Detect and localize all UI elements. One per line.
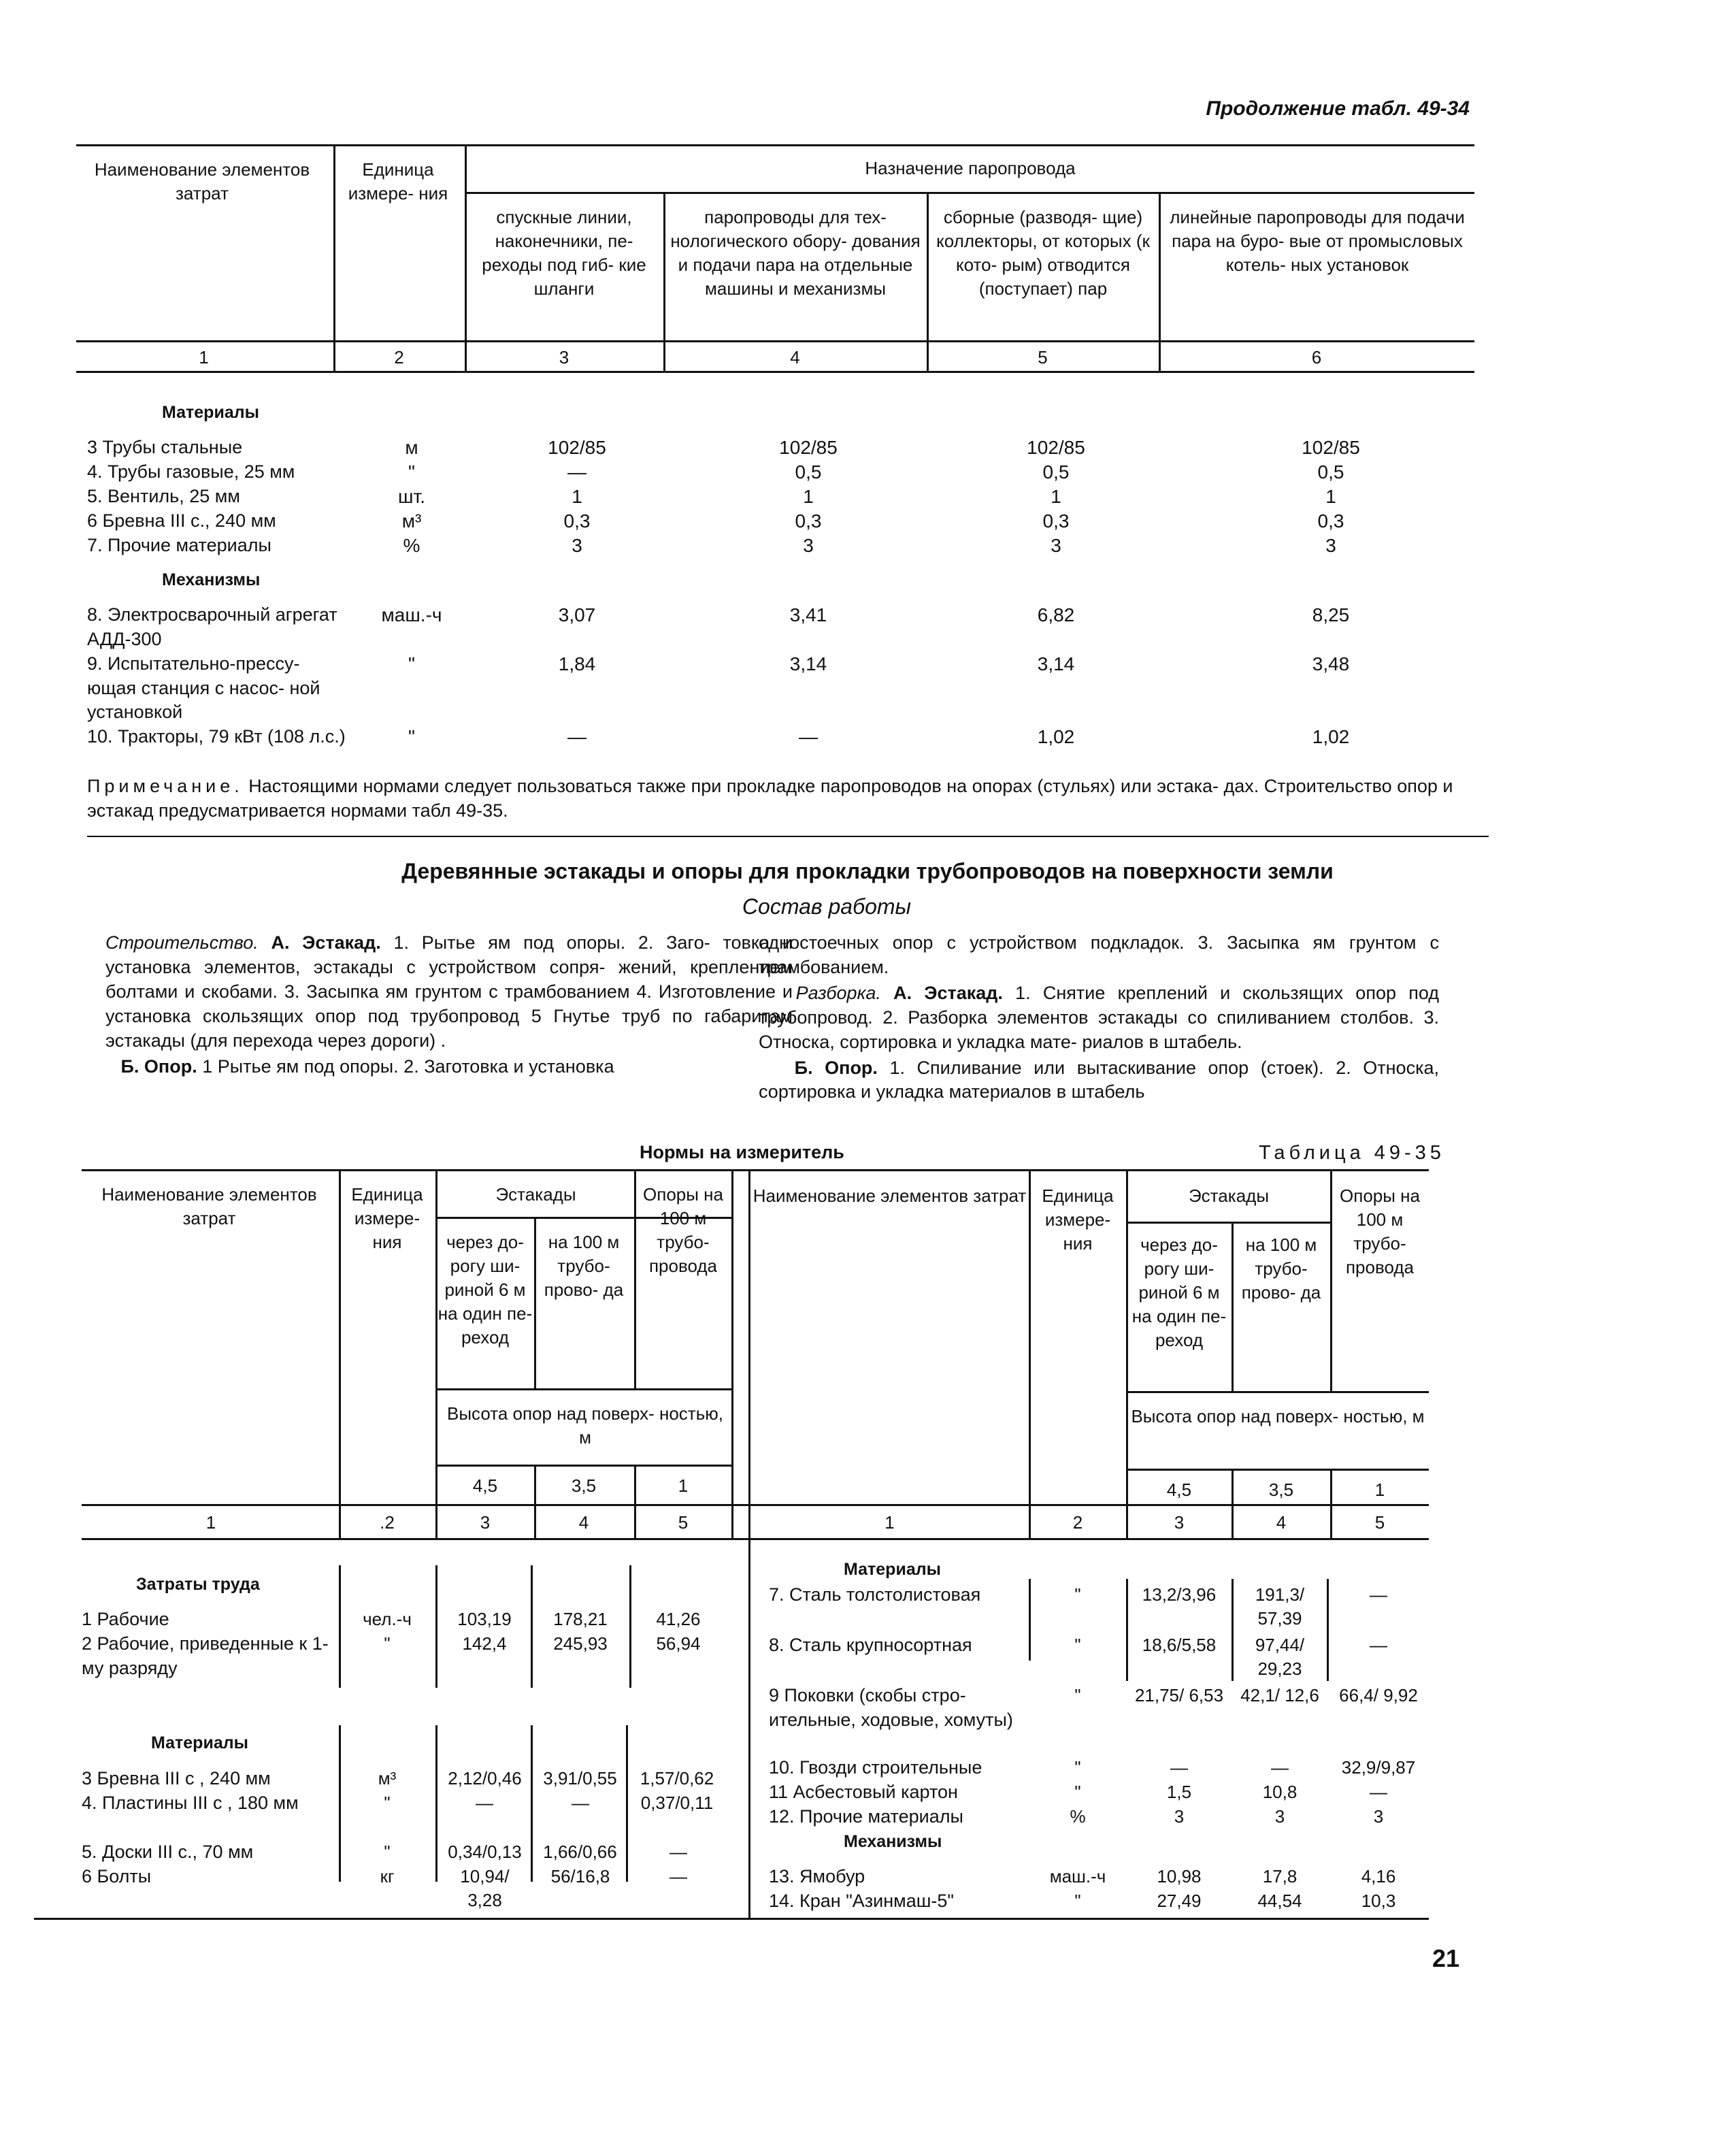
cell: 3,07 — [558, 604, 596, 625]
height-value: 1 — [1374, 1480, 1385, 1500]
cell: — — [670, 1866, 687, 1886]
cell: 1,66/0,66 — [543, 1842, 617, 1862]
cell: 102/85 — [779, 437, 838, 458]
paragraph: одностоечных опор с устройством подкладок. 3. Засыпка ям грунтом с трамбованием. — [759, 932, 1439, 977]
work-left-column — [105, 931, 793, 1080]
height-value: 4,5 — [1166, 1480, 1192, 1500]
row-unit: % — [1070, 1806, 1086, 1827]
col-number: 5 — [678, 1512, 689, 1533]
lead-estakad: А. Эстакад. — [258, 932, 381, 953]
cell: — — [1370, 1584, 1387, 1605]
cell: 3 — [572, 535, 582, 556]
cell: — — [1370, 1782, 1387, 1802]
row-unit: " — [1074, 1757, 1081, 1778]
header-height: Высота опор над поверх- ностью, м — [1131, 1406, 1425, 1426]
header-col4: на 100 м трубо- прово- да — [544, 1232, 624, 1301]
col-number: .2 — [380, 1512, 395, 1533]
cell: 56,94 — [656, 1633, 701, 1654]
cell: 42,1/ 12,6 — [1240, 1685, 1319, 1705]
cell: 10,98 — [1157, 1866, 1202, 1886]
lead-construction: Строительство. — [105, 932, 259, 953]
header-estakady: Эстакады — [1188, 1186, 1270, 1206]
cell: 178,21 — [553, 1609, 608, 1629]
col-number: 3 — [480, 1512, 491, 1533]
row-unit: м — [405, 437, 418, 458]
section-materials: Материалы — [151, 1733, 248, 1752]
cell: 3,48 — [1312, 653, 1350, 674]
cell: — — [1170, 1757, 1188, 1778]
cell: 0,3 — [1042, 510, 1070, 532]
header-col4: паропроводы для тех- нологического обору- дования и подачи пара на отдельные машины и механизмы — [670, 207, 921, 299]
cell: 102/85 — [548, 437, 606, 458]
cell: — — [572, 1793, 589, 1813]
cell: 142,4 — [462, 1633, 507, 1654]
cell: 191,3/ 57,39 — [1255, 1584, 1305, 1629]
row-unit: чел.-ч — [363, 1609, 412, 1629]
row-label: 12. Прочие материалы — [769, 1806, 963, 1827]
cell: 3 — [1325, 535, 1336, 556]
header-col3: через до- рогу ши- риной 6 м на один пе- реход — [437, 1232, 533, 1348]
col-number: 4 — [578, 1512, 589, 1533]
lead-estakad: А. Эстакад. — [880, 982, 1003, 1003]
row-label: 10. Гвозди строительные — [769, 1757, 982, 1778]
paragraph: 1. Спиливание или вытаскивание опор (стоек). 2. Относка, сортировка и укладка материалов в штабель — [759, 1057, 1439, 1102]
section-mechanisms: Механизмы — [844, 1832, 942, 1851]
cell: 1 — [1325, 486, 1336, 507]
row-unit: " — [384, 1793, 391, 1813]
row-label: 7. Прочие материалы — [87, 535, 271, 555]
cell: 3,14 — [789, 653, 827, 674]
table-note — [87, 774, 1489, 823]
row-unit: " — [384, 1633, 391, 1654]
cell: 6,82 — [1037, 604, 1075, 625]
row-label: 8. Электросварочный агрегат АДД-300 — [87, 604, 337, 649]
header-col6: линейные паропроводы для подачи пара на буро- вые от промысловых котель- ных установок — [1170, 207, 1465, 276]
cell: 18,6/5,58 — [1142, 1635, 1217, 1655]
row-label: 7. Сталь толстолистовая — [769, 1584, 981, 1605]
cell: 3,91/0,55 — [543, 1768, 617, 1788]
row-label: 3 Бревна III с , 240 мм — [82, 1768, 271, 1788]
paragraph: 1 Рытье ям под опоры. 2. Заготовка и установка — [197, 1056, 614, 1077]
header-height: Высота опор над поверх- ностью, м — [447, 1403, 723, 1448]
cell: 32,9/9,87 — [1341, 1757, 1416, 1778]
header-col3: через до- рогу ши- риной 6 м на один пе- реход — [1131, 1235, 1227, 1351]
cell: 41,26 — [656, 1609, 701, 1629]
row-unit: " — [1074, 1635, 1081, 1655]
row-unit: " — [1074, 1891, 1081, 1911]
cell: 2,12/0,46 — [448, 1768, 522, 1788]
height-value: 3,5 — [571, 1475, 597, 1496]
header-unit: Единица измере- ния — [351, 1184, 423, 1253]
row-label: 9 Поковки (скобы стро- ительные, ходовые, хомуты) — [769, 1685, 1013, 1730]
row-label: 4. Пластины III с , 180 мм — [82, 1793, 299, 1813]
header-opory: Опоры на 100 м трубо- провода — [643, 1184, 723, 1277]
header-col5: сборные (разводя- щие) коллекторы, от которых (к кото- рым) отводится (поступает) пар — [936, 207, 1150, 299]
header-opory: Опоры на 100 м трубо- провода — [1340, 1186, 1420, 1278]
cell: 13,2/3,96 — [1142, 1584, 1217, 1605]
cell: 66,4/ 9,92 — [1339, 1685, 1418, 1705]
cell: 0,34/0,13 — [448, 1842, 522, 1862]
cell: — — [567, 726, 586, 747]
cell: 3 — [1274, 1806, 1285, 1827]
row-label: 4. Трубы газовые, 25 мм — [87, 461, 295, 482]
header-unit: Единица измере- ния — [348, 159, 448, 204]
height-value: 4,5 — [472, 1475, 498, 1496]
cell: 0,3 — [795, 510, 822, 532]
row-unit: % — [403, 535, 420, 556]
lead-opor: Б. Опор. — [794, 1057, 878, 1078]
cell: 4,16 — [1361, 1866, 1396, 1886]
work-right-column — [759, 931, 1439, 1106]
row-label: 1 Рабочие — [82, 1609, 169, 1629]
col-number: 2 — [394, 347, 404, 368]
cell: 0,5 — [1317, 461, 1344, 483]
row-label: 6 Бревна III с., 240 мм — [87, 510, 276, 531]
cell: 10,8 — [1262, 1782, 1298, 1802]
col-number: 1 — [205, 1512, 216, 1533]
row-unit: маш.-ч — [381, 604, 442, 625]
cell: 102/85 — [1027, 437, 1085, 458]
cell: 3 — [1051, 535, 1061, 556]
row-unit: " — [408, 726, 415, 747]
cell: 27,49 — [1157, 1891, 1202, 1911]
row-label: 5. Доски III с., 70 мм — [82, 1842, 254, 1862]
col-number: 4 — [790, 347, 800, 368]
row-label: 8. Сталь крупносортная — [769, 1635, 972, 1655]
header-unit: Единица измере- ния — [1042, 1186, 1114, 1254]
cell: 1 — [803, 486, 814, 507]
row-label: 10. Тракторы, 79 кВт (108 л.с.) — [87, 726, 346, 747]
header-col3: спускные линии, наконечники, пе- реходы под гиб- кие шланги — [482, 207, 646, 299]
header-estakady: Эстакады — [495, 1184, 576, 1205]
row-unit: " — [384, 1842, 391, 1862]
col-number: 5 — [1038, 347, 1048, 368]
row-label: 11 Асбестовый картон — [769, 1782, 958, 1802]
col-number: 6 — [1311, 347, 1322, 368]
header-col4: на 100 м трубо- прово- да — [1241, 1235, 1321, 1303]
row-unit: м³ — [378, 1768, 397, 1788]
cell: 0,3 — [1317, 510, 1344, 532]
cell: 10,94/ 3,28 — [460, 1866, 510, 1911]
cell: 1,02 — [1037, 726, 1075, 747]
row-unit: " — [408, 653, 415, 674]
cell: 21,75/ 6,53 — [1134, 1685, 1224, 1705]
row-label: 6 Болты — [82, 1866, 152, 1886]
cell: 3,41 — [789, 604, 827, 625]
cell: — — [799, 726, 818, 747]
paragraph: 1. Снятие креплений и скользящих опор под трубопровод. 2. Разборка элементов эстакады со спиливанием столбов. 3. Относка, сортировка и укладка мате- риалов в штабель. — [759, 982, 1439, 1052]
continuation-label: Продолжение табл. 49-34 — [1206, 97, 1470, 120]
col-number: 2 — [1072, 1512, 1083, 1533]
cell: 1,84 — [558, 653, 596, 674]
row-label: 2 Рабочие, приведенные к 1-му разряду — [82, 1633, 329, 1678]
section-labor: Затраты труда — [136, 1575, 260, 1594]
cell: — — [1271, 1757, 1289, 1778]
cell: 0,5 — [795, 461, 822, 483]
cell: 56/16,8 — [550, 1866, 610, 1886]
col-number: 1 — [885, 1512, 895, 1533]
col-number: 3 — [1174, 1512, 1185, 1533]
col-number: 5 — [1374, 1512, 1385, 1533]
cell: — — [476, 1793, 493, 1813]
row-unit: м³ — [401, 510, 422, 532]
row-unit: маш.-ч — [1049, 1866, 1106, 1886]
col-number: 3 — [559, 347, 569, 368]
cell: 3 — [1174, 1806, 1185, 1827]
cell: 8,25 — [1312, 604, 1350, 625]
cell: 3,14 — [1037, 653, 1075, 674]
cell: 44,54 — [1257, 1891, 1302, 1911]
col-number: 1 — [199, 347, 209, 368]
header-name: Наименование элементов затрат — [94, 159, 310, 204]
cell: 3 — [1373, 1806, 1384, 1827]
row-label: 13. Ямобур — [769, 1866, 865, 1886]
row-label: 5. Вентиль, 25 мм — [87, 486, 240, 506]
cell: 1,02 — [1312, 726, 1350, 747]
cell: — — [567, 461, 586, 483]
cell: 1 — [572, 486, 582, 507]
cell: 1 — [1051, 486, 1061, 507]
cell: 0,37/0,11 — [640, 1793, 714, 1813]
work-composition-title: Состав работы — [742, 894, 912, 919]
table-number: Таблица 49-35 — [1259, 1142, 1445, 1164]
cell: 0,3 — [563, 510, 591, 532]
cell: 17,8 — [1262, 1866, 1298, 1886]
cell: 1,57/0,62 — [640, 1768, 714, 1788]
cell: — — [670, 1842, 687, 1862]
cell: 1,5 — [1166, 1782, 1192, 1802]
cell: 103,19 — [457, 1609, 512, 1629]
header-name: Наименование элементов затрат — [101, 1184, 317, 1229]
height-value: 1 — [678, 1475, 689, 1496]
row-unit: " — [408, 461, 415, 483]
cell: 97,44/ 29,23 — [1255, 1635, 1305, 1680]
cell: 245,93 — [553, 1633, 608, 1654]
section-materials: Материалы — [844, 1560, 941, 1579]
row-label: 9. Испытательно-прессу- ющая станция с насос- ной установкой — [87, 653, 320, 723]
header-purpose: Назначение паропровода — [865, 158, 1076, 178]
note-text: Настоящими нормами следует пользоваться также при прокладке паропроводов на опорах (стульях) или эстака- дах. Строительство опор и эстакад предусматривается нормами табл 49-35. — [87, 776, 1453, 821]
col-number: 4 — [1276, 1512, 1287, 1533]
cell: 10,3 — [1361, 1891, 1396, 1911]
norms-label: Нормы на измеритель — [640, 1142, 844, 1162]
paragraph: 1. Рытье ям под опоры. 2. Заго- товка и установка элементов, эстакады с устройством сопря- жений, креплением болтами и скобами. 3. Засыпка ям грунтом с трамбованием 4. Изготовление и установка скользящих опор под трубопровод 5 Гнутье труб по габаритам эстакады (для перехода через дороги) . — [105, 932, 793, 1051]
lead-opor: Б. Опор. — [120, 1056, 197, 1077]
row-unit: шт. — [398, 486, 425, 507]
row-unit: " — [1074, 1685, 1081, 1705]
section-title: Деревянные эстакады и опоры для прокладки трубопроводов на поверхности земли — [401, 859, 1334, 883]
section-materials: Материалы — [162, 403, 259, 422]
note-label: Примечание. — [87, 776, 244, 796]
row-unit: " — [1074, 1584, 1081, 1605]
height-value: 3,5 — [1268, 1480, 1294, 1500]
header-name: Наименование элементов затрат — [753, 1186, 1027, 1206]
row-label: 3 Трубы стальные — [87, 437, 243, 457]
row-unit: " — [1074, 1782, 1081, 1802]
cell: — — [1370, 1635, 1387, 1655]
lead-dismantling: Разборка. — [795, 982, 881, 1003]
cell: 102/85 — [1302, 437, 1360, 458]
row-unit: кг — [380, 1866, 395, 1886]
cell: 3 — [803, 535, 814, 556]
cell: 0,5 — [1042, 461, 1070, 483]
row-label: 14. Кран "Азинмаш-5" — [769, 1891, 955, 1911]
page-number: 21 — [1432, 1944, 1459, 1972]
section-mechanisms: Механизмы — [162, 570, 261, 589]
